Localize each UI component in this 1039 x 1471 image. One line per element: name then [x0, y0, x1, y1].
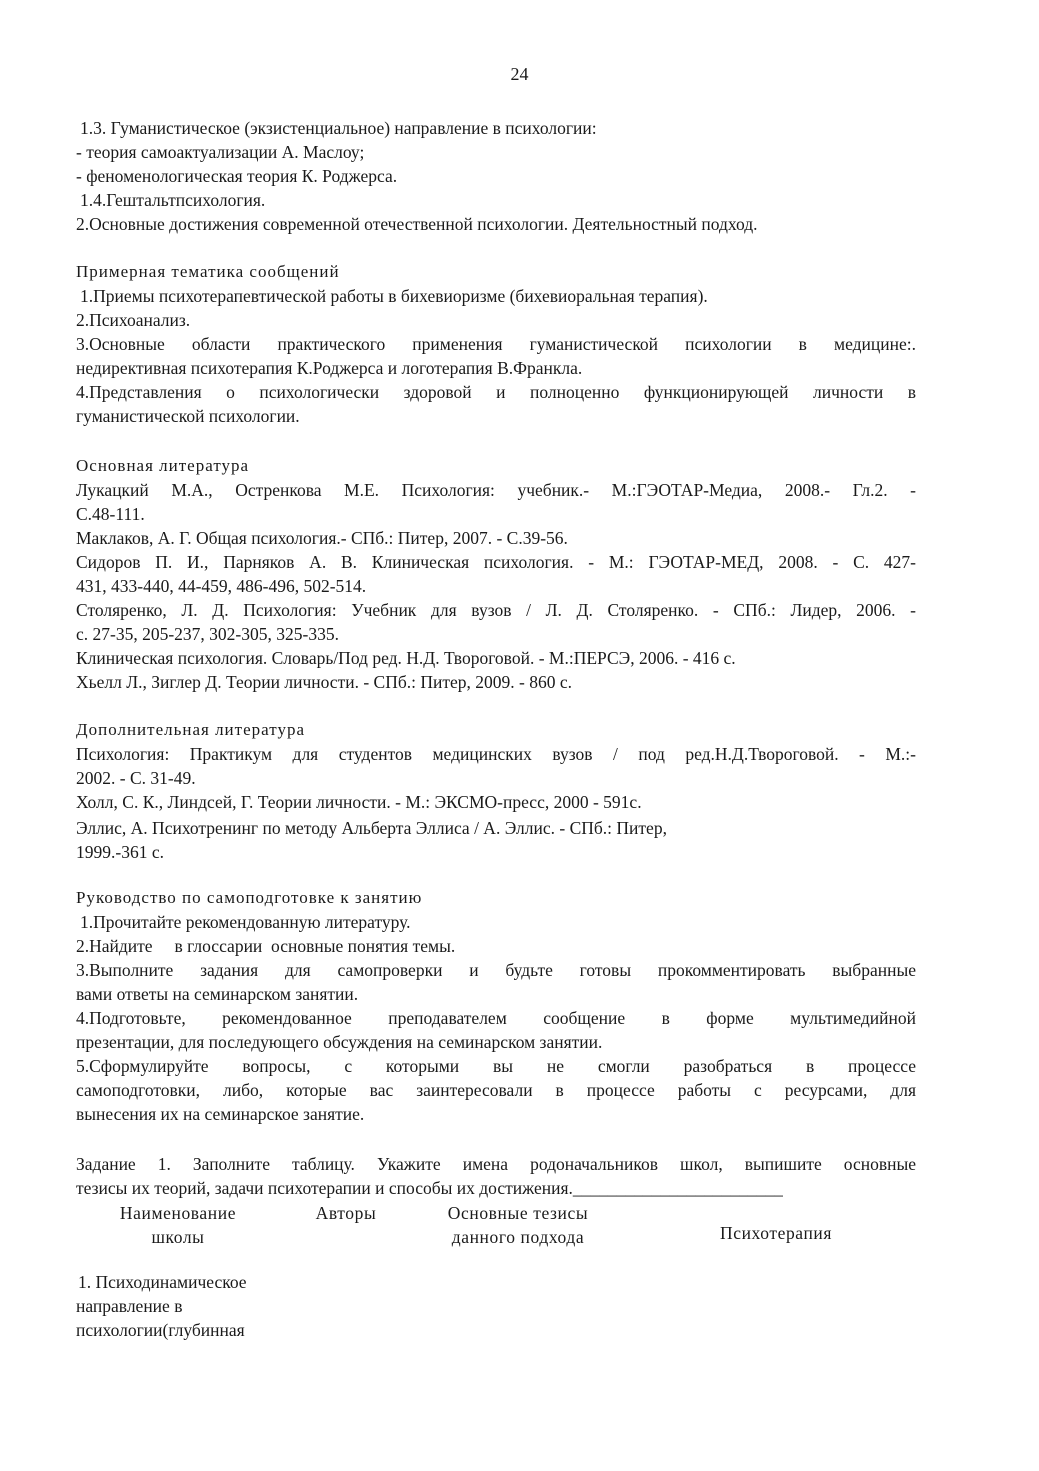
- theme-line: - теория самоактуализации А. Маслоу;: [76, 142, 365, 162]
- table-cell: 1. Психодинамическое: [78, 1272, 247, 1292]
- instruction-line: вами ответы на семинарском занятии.: [76, 984, 359, 1004]
- instruction-line: 4.Подготовьте, рекомендованное преподавателем сообщение в форме мультимедийной: [76, 1008, 916, 1028]
- table-cell: направление в: [76, 1296, 183, 1316]
- table-header-theses: Основные тезисы: [447, 1203, 589, 1223]
- reference-line: Хьелл Л., Зиглер Д. Теории личности. - СПб.: Питер, 2009. - 860 с.: [76, 672, 572, 692]
- message-item: недирективная психотерапия К.Роджерса и логотерапия В.Франкла.: [76, 358, 583, 378]
- theme-line: 1.4.Гештальтпсихология.: [80, 190, 266, 210]
- instruction-line: вынесения их на семинарское занятие.: [76, 1104, 365, 1124]
- reference-line: Холл, С. К., Линдсей, Г. Теории личности. - М.: ЭКСМО-пресс, 2000 - 591с.: [76, 792, 642, 812]
- reference-line: 1999.-361 с.: [76, 842, 164, 862]
- reference-line: 431, 433-440, 44-459, 486-496, 502-514.: [76, 576, 367, 596]
- message-item: 1.Приемы психотерапевтической работы в бихевиоризме (бихевиоральная терапия).: [80, 286, 708, 306]
- reference-line: с. 27-35, 205-237, 302-305, 325-335.: [76, 624, 339, 644]
- theme-line: 2.Основные достижения современной отечественной психологии. Деятельностный подход.: [76, 214, 758, 234]
- message-item: гуманистической психологии.: [76, 406, 300, 426]
- reference-line: Психология: Практикум для студентов медицинских вузов / под ред.Н.Д.Твороговой. - М.:-: [76, 744, 916, 764]
- reference-line: 2002. - С. 31-49.: [76, 768, 196, 788]
- section-heading: Дополнительная литература: [76, 720, 305, 739]
- task-text: тезисы их теорий, задачи психотерапии и способы их достижения.________________________: [76, 1178, 783, 1198]
- page-number: 24: [510, 64, 529, 84]
- instruction-line: самоподготовки, либо, которые вас заинтересовали в процессе работы с ресурсами, для: [76, 1080, 916, 1100]
- instruction-line: 3.Выполните задания для самопроверки и будьте готовы прокомментировать выбранные: [76, 960, 916, 980]
- message-item: 4.Представления о психологически здоровой и полноценно функционирующей личности в: [76, 382, 916, 402]
- instruction-line: 1.Прочитайте рекомендованную литературу.: [80, 912, 411, 932]
- message-item: 2.Психоанализ.: [76, 310, 191, 330]
- reference-line: Клиническая психология. Словарь/Под ред. Н.Д. Твороговой. - М.:ПЕРСЭ, 2006. - 416 с.: [76, 648, 736, 668]
- theme-line: 1.3. Гуманистическое (экзистенциальное) направление в психологии:: [80, 118, 597, 138]
- instruction-line: презентации, для последующего обсуждения на семинарском занятии.: [76, 1032, 603, 1052]
- table-header-school: Наименование: [119, 1203, 237, 1223]
- table-header-psychotherapy: Психотерапия: [719, 1223, 833, 1243]
- table-cell: психологии(глубинная: [76, 1320, 245, 1340]
- reference-line: Столяренко, Л. Д. Психология: Учебник для вузов / Л. Д. Столяренко. - СПб.: Лидер, 2006. -: [76, 600, 916, 620]
- table-header-school: школы: [151, 1227, 205, 1247]
- section-heading: Основная литература: [76, 456, 250, 475]
- section-heading: Примерная тематика сообщений: [76, 262, 340, 281]
- task-text: Задание 1. Заполните таблицу. Укажите имена родоначальников школ, выпишите основные: [76, 1154, 916, 1174]
- instruction-line: 2.Найдите в глоссарии основные понятия темы.: [76, 936, 456, 956]
- instruction-line: 5.Сформулируйте вопросы, с которыми вы не смогли разобраться в процессе: [76, 1056, 916, 1076]
- section-heading: Руководство по самоподготовке к занятию: [76, 888, 423, 907]
- table-header-authors: Авторы: [315, 1203, 377, 1223]
- reference-line: Эллис, А. Психотренинг по методу Альберта Эллиса / А. Эллис. - СПб.: Питер,: [76, 818, 667, 838]
- reference-line: С.48-111.: [76, 504, 145, 524]
- reference-line: Сидоров П. И., Парняков А. В. Клиническая психология. - М.: ГЭОТАР-МЕД, 2008. - С. 427-: [76, 552, 916, 572]
- reference-line: Лукацкий М.А., Остренкова М.Е. Психология: учебник.- М.:ГЭОТАР-Медиа, 2008.- Гл.2. -: [76, 480, 916, 500]
- reference-line: Маклаков, А. Г. Общая психология.- СПб.: Питер, 2007. - С.39-56.: [76, 528, 568, 548]
- table-header-theses: данного подхода: [451, 1227, 585, 1247]
- theme-line: - феноменологическая теория К. Роджерса.: [76, 166, 398, 186]
- message-item: 3.Основные области практического применения гуманистической психологии в медицине:.: [76, 334, 916, 354]
